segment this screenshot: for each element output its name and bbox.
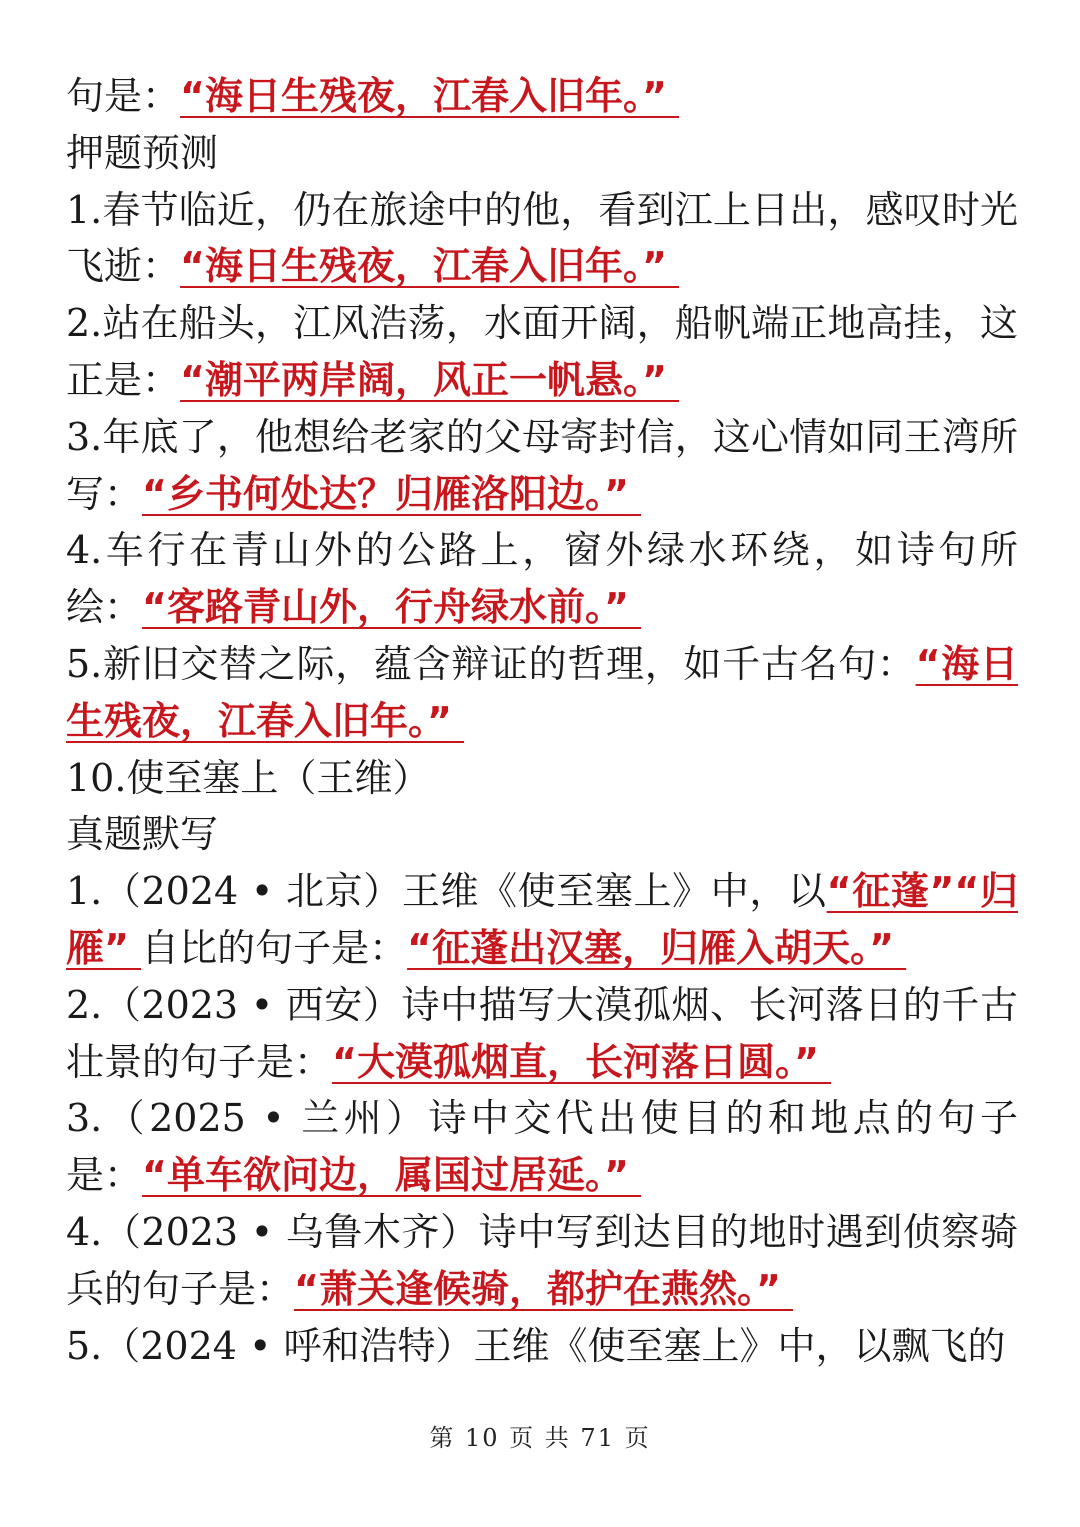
line-0: 句是：“海日生残夜，江春入旧年。” xyxy=(66,74,667,118)
answer-9b: “征蓬出汉塞，归雁入胡天。” xyxy=(407,925,895,970)
line-13: 5.（2024 • 呼和浩特）王维《使至塞上》中，以飘飞的 xyxy=(66,1323,1006,1368)
line-3: 2.站在船头，江风浩荡，水面开阔，船帆端正地高挂，这正是：“潮平两岸阔，风正一帆悬。” xyxy=(66,301,1018,402)
answer-0: “海日生残夜，江春入旧年。” xyxy=(180,74,667,118)
answer-5: “客路青山外，行舟绿水前。” xyxy=(142,585,629,630)
line-10: 2.（2023 • 西安）诗中描写大漠孤烟、长河落日的千古壮景的句子是：“大漠孤烟直，长河落日圆。” xyxy=(66,982,1018,1084)
answer-3: “潮平两岸阔，风正一帆悬。” xyxy=(180,357,667,402)
answer-12: “萧关逢候骑，都护在燕然。” xyxy=(294,1266,781,1311)
answer-11: “单车欲问边，属国过居延。” xyxy=(142,1153,629,1198)
line-5: 4.车行在青山外的公路上，窗外绿水环绕，如诗句所绘：“客路青山外，行舟绿水前。” xyxy=(66,528,1018,630)
section-heading-real: 真题默写 xyxy=(66,812,219,857)
line-11: 3.（2025 • 兰州）诗中交代出使目的和地点的句子是：“单车欲问边，属国过居延。” xyxy=(66,1096,1018,1198)
page-footer: 第 10 页 共 71 页 xyxy=(429,1424,651,1452)
line-9: 1.（2024 • 北京）王维《使至塞上》中，以“征蓬”“归雁” 自比的句子是：“征蓬出汉塞，归雁入胡天。” xyxy=(66,869,1018,970)
section-heading-predict: 押题预测 xyxy=(66,130,219,175)
answer-6: “海日生残夜，江春入旧年。” xyxy=(66,641,1018,743)
answer-10: “大漠孤烟直，长河落日圆。” xyxy=(332,1039,819,1084)
answer-4: “乡书何处达？归雁洛阳边。” xyxy=(142,471,629,516)
poem-title: 10.使至塞上（王维） xyxy=(66,755,431,800)
line-6: 5.新旧交替之际，蕴含辩证的哲理，如千古名句：“海日生残夜，江春入旧年。” xyxy=(66,641,1018,743)
line-4: 3.年底了，他想给老家的父母寄封信，这心情如同王湾所写：“乡书何处达？归雁洛阳边。” xyxy=(66,414,1018,516)
answer-2: “海日生残夜，江春入旧年。” xyxy=(180,244,667,289)
page-content xyxy=(66,68,1018,1374)
line-12: 4.（2023 • 乌鲁木齐）诗中写到达目的地时遇到侦察骑兵的句子是：“萧关逢候骑，都护在燕然。” xyxy=(66,1209,1018,1311)
line-2: 1.春节临近，仍在旅途中的他，看到江上日出，感叹时光飞逝：“海日生残夜，江春入旧年。” xyxy=(66,187,1018,289)
answer-9a: “征蓬”“归雁” xyxy=(66,869,1018,970)
